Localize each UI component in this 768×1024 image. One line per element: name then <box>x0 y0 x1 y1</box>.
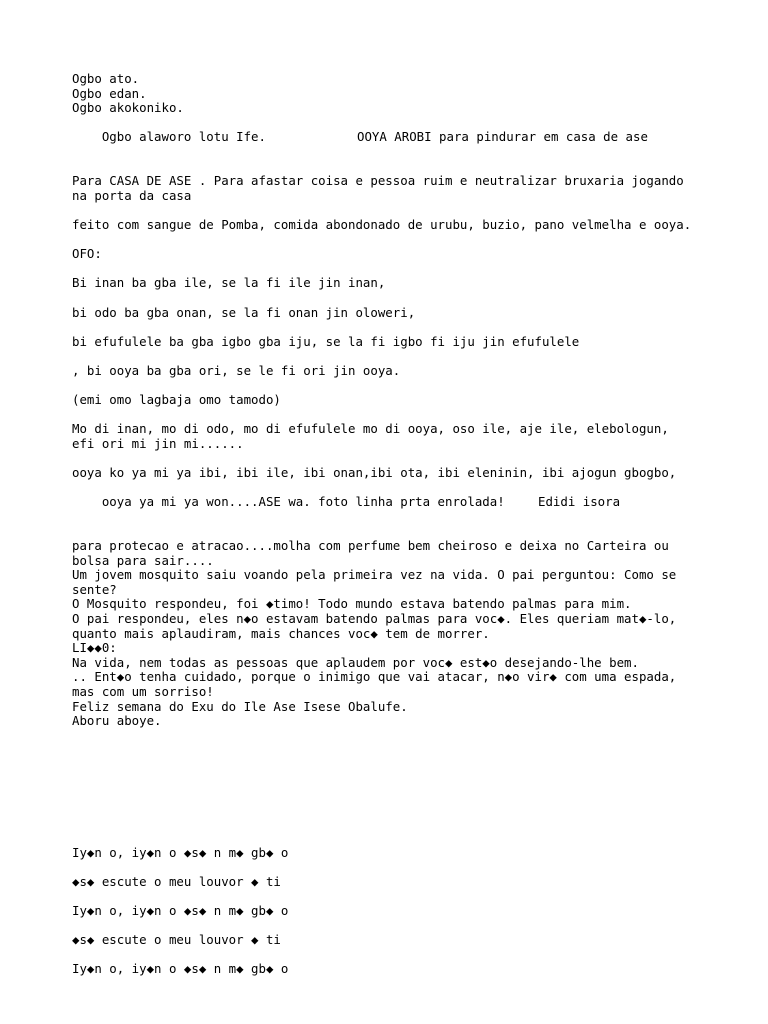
text-line: .. Ent◆o tenha cuidado, porque o inimigo que vai atacar, n◆o vir◆ com uma espada, <box>72 669 677 685</box>
text-line: Mo di inan, mo di odo, mo di efufulele mo di ooya, oso ile, aje ile, elebologun, <box>72 421 669 437</box>
text-line: efi ori mi jin mi...... <box>72 435 244 451</box>
song-line: Iy◆n o, iy◆n o ◆s◆ n m◆ gb◆ o <box>72 961 289 977</box>
text-line: ooya ko ya mi ya ibi, ibi ile, ibi onan,ibi ota, ibi eleninin, ibi ajogun gbogbo, <box>72 465 677 481</box>
song-line: ◆s◆ escute o meu louvor ◆ ti <box>72 932 281 948</box>
text-line: para protecao e atracao....molha com perfume bem cheiroso e deixa no Carteira ou <box>72 538 669 553</box>
text-left: Ogbo alaworo lotu Ife. <box>101 129 266 145</box>
song-line: ◆s◆ escute o meu louvor ◆ ti <box>72 873 281 889</box>
text-line-with-heading <box>72 116 722 160</box>
text-line: mas com um sorriso! <box>72 683 214 699</box>
text-line: Ogbo akokoniko. <box>72 100 184 116</box>
text-line: O Mosquito respondeu, foi ◆timo! Todo mundo estava batendo palmas para mim. <box>72 596 632 612</box>
verse-line: bi efufulele ba gba igbo gba iju, se la fi igbo fi iju jin efufulele <box>72 333 580 349</box>
song-line: Iy◆n o, iy◆n o ◆s◆ n m◆ gb◆ o <box>72 844 289 860</box>
text-line: na porta da casa <box>72 187 192 203</box>
text-line: (emi omo lagbaja omo tamodo) <box>72 392 281 408</box>
section-heading-ooya-arobi: OOYA AROBI para pindurar em casa de ase <box>357 129 648 145</box>
text-line: Ogbo edan. <box>72 85 147 101</box>
text-line: Feliz semana do Exu do Ile Ase Isese Obalufe. <box>72 698 408 714</box>
song-line: Iy◆n o, iy◆n o ◆s◆ n m◆ gb◆ o <box>72 903 289 919</box>
text-line: Na vida, nem todas as pessoas que aplaudem por voc◆ est◆o desejando-lhe bem. <box>72 654 639 670</box>
text-left: ooya ya mi ya won....ASE wa. foto linha prta enrolada! <box>101 494 505 510</box>
section-heading-edidi-isora: Edidi isora <box>538 494 621 510</box>
text-line: LI◆◆0: <box>72 640 117 656</box>
text-line: sente? <box>72 581 117 597</box>
text-line: bolsa para sair.... <box>72 552 214 568</box>
verse-line: bi odo ba gba onan, se la fi onan jin oloweri, <box>72 304 416 320</box>
text-line: feito com sangue de Pomba, comida abondonado de urubu, buzio, pano velmelha e ooya. <box>72 216 692 232</box>
ofo-label: OFO: <box>72 246 102 262</box>
text-line: O pai respondeu, eles n◆o estavam batendo palmas para voc◆. Eles queriam mat◆-lo, <box>72 610 677 626</box>
document-page <box>72 72 722 977</box>
text-line: Ogbo ato. <box>72 71 140 86</box>
text-line: Um jovem mosquito saiu voando pela primeira vez na vida. O pai perguntou: Como se <box>72 567 677 583</box>
text-line: Para CASA DE ASE . Para afastar coisa e pessoa ruim e neutralizar bruxaria jogando <box>72 173 684 189</box>
text-line-with-heading <box>72 481 722 525</box>
verse-line: , bi ooya ba gba ori, se le fi ori jin ooya. <box>72 362 401 378</box>
text-line: quanto mais aplaudiram, mais chances voc◆ tem de morrer. <box>72 625 490 641</box>
text-line: Aboru aboye. <box>72 713 162 729</box>
verse-line: Bi inan ba gba ile, se la fi ile jin inan, <box>72 275 386 291</box>
